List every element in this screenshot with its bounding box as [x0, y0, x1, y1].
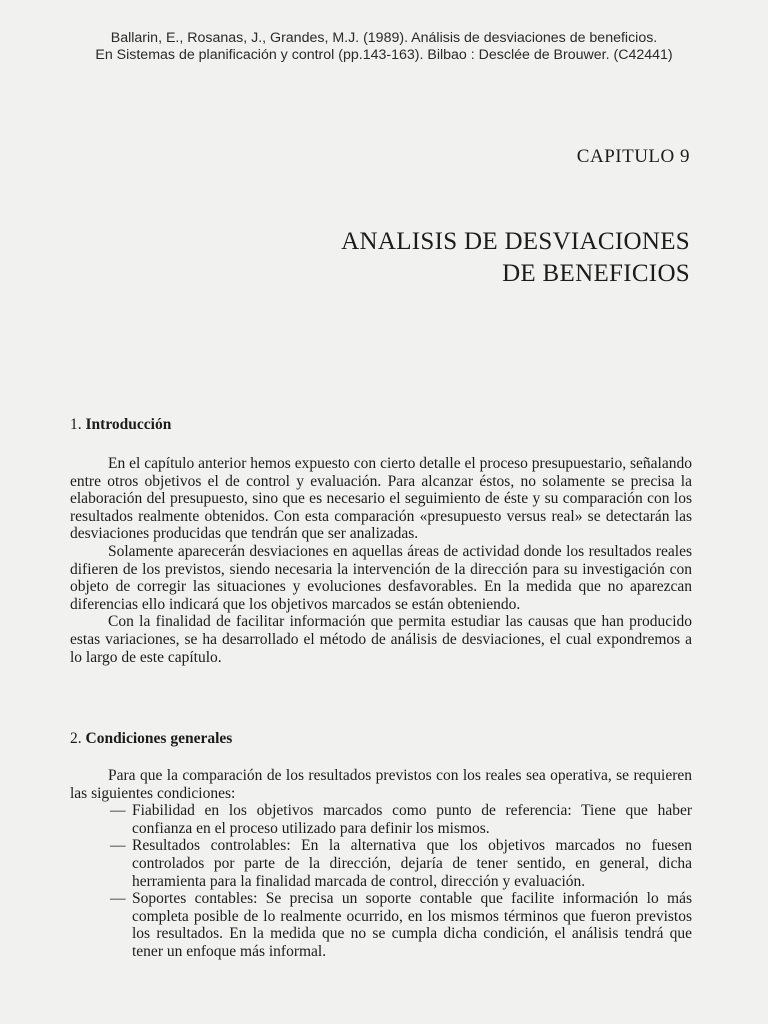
section-2-heading — [70, 730, 232, 748]
dash-bullet: — — [110, 890, 126, 908]
chapter-title-line-1: ANALISIS DE DESVIACIONES — [341, 228, 690, 255]
paragraph: Para que la comparación de los resultados previstos con los reales sea operativa, se requieren las siguientes condiciones: — [70, 767, 692, 802]
list-item — [70, 837, 692, 890]
list-item-text: Resultados controlables: En la alternativa que los objetivos marcados no fuesen controlados por parte de la dirección, dejaría de tener sentido, en general, dicha herramienta para la finalidad marcada de control, dirección y evaluación. — [132, 837, 692, 890]
list-item — [70, 802, 692, 837]
conditions-list — [70, 802, 692, 960]
section-title: Introducción — [85, 416, 172, 433]
section-1-body — [70, 455, 692, 666]
section-2-body — [70, 767, 692, 961]
paragraph: Solamente aparecerán desviaciones en aquellas áreas de actividad donde los resultados reales difieren de los previstos, siendo necesaria la intervención de la dirección para su investigación con objeto de corregir las situaciones y evoluciones desfavorables. En la medida que no aparezcan diferencias ello indicará que los objetivos marcados se están obteniendo. — [70, 542, 692, 613]
list-item-text: Fiabilidad en los objetivos marcados como punto de referencia: Tiene que haber confianza en el proceso utilizado para definir los mismos. — [132, 802, 692, 837]
chapter-title — [341, 226, 690, 290]
citation-header — [0, 30, 768, 64]
section-1-heading — [70, 416, 171, 434]
list-item-text: Soportes contables: Se precisa un soporte contable que facilite información lo más completa posible de lo realmente ocurrido, en los mismos términos que fueron previstos los resultados. En la medida que no se cumpla dicha condición, el análisis tendrá que tener un enfoque más informal. — [132, 890, 692, 960]
paragraph: En el capítulo anterior hemos expuesto con cierto detalle el proceso presupuestario, señalando entre otros objetivos el de control y evaluación. Para alcanzar éstos, no solamente se precisa la elaboración del presupuesto, sino que es necesario el seguimiento de éste y su comparación con los resultados realmente obtenidos. Con esta comparación «presupuesto versus real» se detectarán las desviaciones producidas que tendrán que ser analizadas. — [70, 455, 692, 543]
section-number: 2. — [70, 730, 82, 747]
chapter-title-line-2: DE BENEFICIOS — [502, 260, 690, 287]
paragraph: Con la finalidad de facilitar información que permita estudiar las causas que han producido estas variaciones, se ha desarrollado el método de análisis de desviaciones, el cual expondremos a lo largo de este capítulo. — [70, 613, 692, 666]
dash-bullet: — — [110, 837, 126, 855]
citation-line-2: En Sistemas de planificación y control (pp.143-163). Bilbao : Desclée de Brouwer. (C42441) — [95, 47, 673, 63]
list-item — [70, 890, 692, 960]
section-number: 1. — [70, 416, 82, 433]
chapter-label: CAPITULO 9 — [576, 146, 690, 167]
citation-line-1: Ballarin, E., Rosanas, J., Grandes, M.J. (1989). Análisis de desviaciones de beneficios. — [110, 30, 658, 46]
dash-bullet: — — [110, 802, 126, 820]
section-title: Condiciones generales — [85, 730, 233, 747]
